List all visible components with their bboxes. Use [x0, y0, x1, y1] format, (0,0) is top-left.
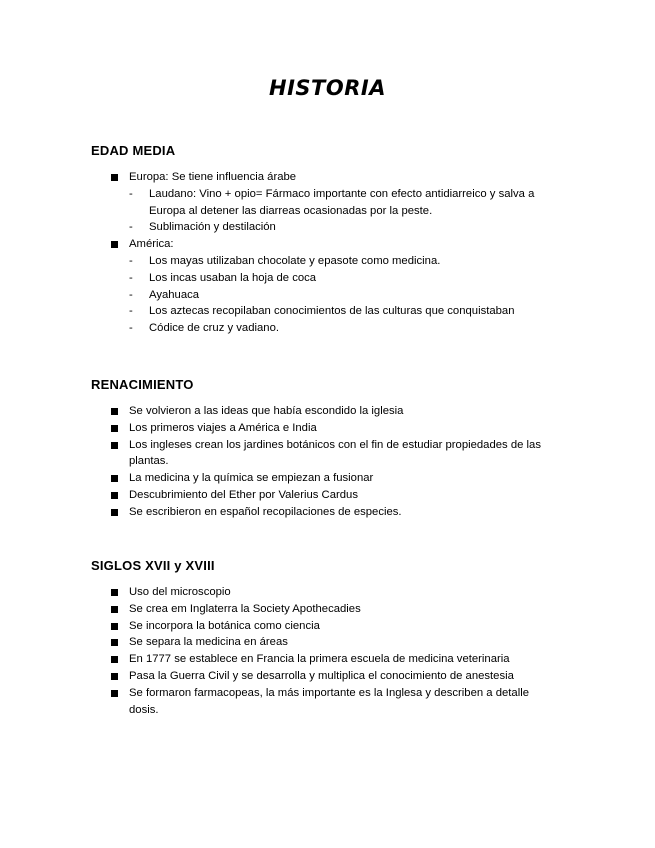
- square-bullet-icon: [111, 492, 118, 499]
- square-bullet-icon: [111, 639, 118, 646]
- list-item-text: Los mayas utilizaban chocolate y epasote como medicina.: [149, 254, 441, 267]
- list-item-text: Los aztecas recopilaban conocimientos de las culturas que conquistaban: [149, 305, 515, 318]
- list-item-text: América:: [129, 238, 174, 251]
- list-item-text: Uso del microscopio: [129, 586, 231, 598]
- list-item: [0, 437, 559, 471]
- renacimiento-list: [0, 403, 655, 521]
- list-item-text: Se separa la medicina en áreas: [129, 636, 288, 649]
- sub-list-item: [0, 186, 559, 220]
- list-item-text: Se escribieron en español recopilaciones de especies.: [129, 505, 402, 518]
- section-heading-renacimiento: RENACIMIENTO: [91, 377, 194, 392]
- list-item-text: En 1777 se establece en Francia la primera escuela de medicina veterinaria: [129, 653, 510, 666]
- section-heading-siglos: SIGLOS XVII y XVIII: [91, 558, 215, 573]
- list-item: [0, 584, 559, 601]
- square-bullet-icon: [111, 425, 118, 432]
- sub-list-item: [0, 320, 559, 337]
- list-item-text: Ayahuaca: [149, 288, 200, 301]
- dash-bullet-icon: -: [129, 187, 133, 200]
- square-bullet-icon: [111, 475, 118, 482]
- page-title: HISTORIA: [269, 76, 386, 100]
- list-item-text: Laudano: Vino + opio= Fármaco importante con efecto antidiarreico y salva a Europa al detener las diarreas ocasionadas por la peste.: [149, 187, 535, 217]
- list-item-text: Los incas usaban la hoja de coca: [149, 271, 317, 284]
- square-bullet-icon: [111, 408, 118, 415]
- square-bullet-icon: [111, 656, 118, 663]
- list-item: [0, 504, 559, 521]
- section-heading-edad-media: EDAD MEDIA: [91, 143, 176, 158]
- siglos-list: [0, 584, 655, 718]
- list-item-text: La medicina y la química se empiezan a fusionar: [129, 472, 374, 485]
- list-item-text: Los primeros viajes a América e India: [129, 421, 317, 434]
- list-item-text: Se volvieron a las ideas que había escondido la iglesia: [129, 405, 404, 417]
- list-item: [0, 487, 559, 504]
- square-bullet-icon: [111, 509, 118, 516]
- list-item: [0, 685, 559, 719]
- list-item: [0, 169, 559, 186]
- dash-bullet-icon: -: [129, 221, 133, 234]
- list-item-text: Se incorpora la botánica como ciencia: [129, 619, 320, 632]
- list-item: [0, 236, 559, 253]
- list-item-text: Códice de cruz y vadiano.: [149, 322, 279, 335]
- list-item: [0, 601, 559, 618]
- square-bullet-icon: [111, 623, 118, 630]
- square-bullet-icon: [111, 606, 118, 613]
- square-bullet-icon: [111, 690, 118, 697]
- square-bullet-icon: [111, 589, 118, 596]
- sub-list-item: [0, 270, 559, 287]
- square-bullet-icon: [111, 241, 118, 248]
- dash-bullet-icon: -: [129, 288, 133, 301]
- edad-media-list: [0, 169, 655, 337]
- list-item-text: Se formaron farmacopeas, la más importante es la Inglesa y describen a detalle dosis.: [129, 686, 529, 716]
- list-item-text: Los ingleses crean los jardines botánicos con el fin de estudiar propiedades de las plantas.: [129, 438, 541, 468]
- list-item: [0, 668, 559, 685]
- dash-bullet-icon: -: [129, 254, 133, 267]
- list-item: [0, 420, 559, 437]
- sub-list-item: [0, 287, 559, 304]
- square-bullet-icon: [111, 442, 118, 449]
- list-item-text: Pasa la Guerra Civil y se desarrolla y multiplica el conocimiento de anestesia: [129, 669, 514, 682]
- sub-list-item: [0, 253, 559, 270]
- list-item: [0, 403, 559, 420]
- list-item: [0, 618, 559, 635]
- dash-bullet-icon: -: [129, 305, 133, 318]
- list-item: [0, 634, 559, 651]
- square-bullet-icon: [111, 673, 118, 680]
- square-bullet-icon: [111, 174, 118, 181]
- list-item: [0, 651, 559, 668]
- dash-bullet-icon: -: [129, 322, 133, 335]
- sub-list-item: [0, 219, 559, 236]
- list-item-text: Sublimación y destilación: [149, 221, 276, 234]
- list-item-text: Europa: Se tiene influencia árabe: [129, 171, 297, 183]
- list-item-text: Descubrimiento del Ether por Valerius Cardus: [129, 488, 358, 501]
- list-item: [0, 470, 559, 487]
- dash-bullet-icon: -: [129, 271, 133, 284]
- list-item-text: Se crea em Inglaterra la Society Apothecadies: [129, 602, 361, 615]
- sub-list-item: [0, 303, 559, 320]
